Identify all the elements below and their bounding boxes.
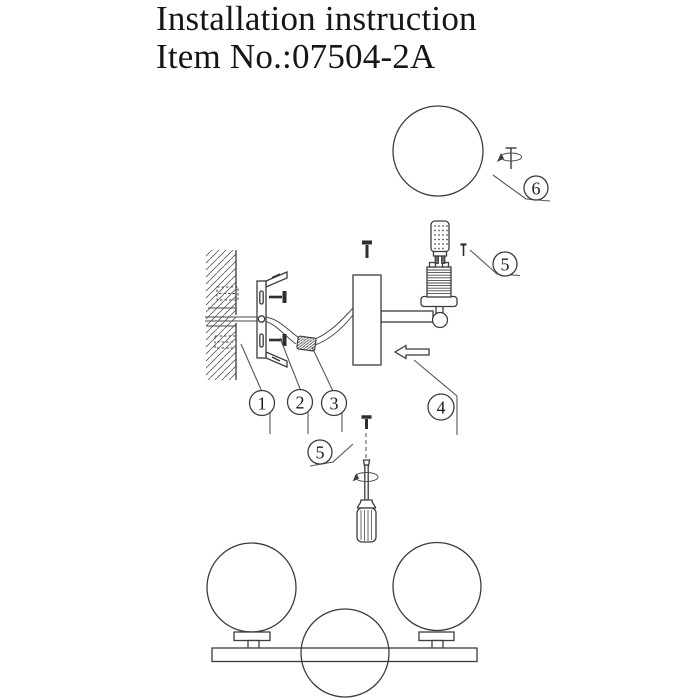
- page-title: Installation instruction: [156, 0, 477, 38]
- canopy-screw-bottom: [362, 417, 372, 429]
- svg-text:5: 5: [315, 442, 325, 463]
- screw-turn-icon: [497, 148, 522, 169]
- assembled-fixture: [207, 543, 481, 698]
- svg-text:3: 3: [329, 393, 339, 414]
- svg-text:5: 5: [500, 254, 510, 275]
- wall: [206, 250, 238, 380]
- callout-2-leader: [280, 338, 308, 434]
- callout-1: [250, 391, 275, 416]
- wall-hatching: [206, 250, 236, 380]
- globe-holder-right: [419, 632, 454, 649]
- svg-text:6: 6: [531, 178, 541, 199]
- callout-3-leader: [312, 347, 342, 432]
- callout-5-upper: [493, 252, 517, 276]
- globe-right: [393, 543, 481, 631]
- callout-5-lower: [308, 440, 332, 464]
- canopy-plate: [353, 275, 381, 365]
- svg-text:4: 4: [436, 397, 446, 418]
- screwdriver-icon: [353, 460, 379, 542]
- callout-3: [322, 391, 347, 416]
- mounting-screw-top: [269, 291, 285, 303]
- lamp-socket: [421, 263, 457, 307]
- bulb-pin: [435, 256, 439, 264]
- globe-left: [207, 543, 296, 632]
- globe-holder-left: [234, 632, 270, 649]
- callout-4: [428, 394, 454, 420]
- cable-hole: [258, 316, 264, 322]
- ball-joint: [433, 313, 448, 328]
- set-screw-upper: [461, 245, 467, 257]
- glass-globe-icon: [393, 106, 483, 196]
- globe-step: [393, 106, 550, 201]
- slide-arrow-icon: [395, 346, 429, 359]
- base-bar: [212, 648, 477, 662]
- canopy-screw-top: [362, 243, 372, 259]
- svg-text:2: 2: [295, 392, 305, 413]
- led-bulb: [431, 221, 449, 264]
- callout-6: [524, 176, 548, 200]
- callout-2: [288, 390, 313, 415]
- mounting-bracket: [257, 272, 287, 367]
- bulb-pin: [442, 256, 446, 264]
- svg-text:1: 1: [257, 393, 267, 414]
- item-number: Item No.:07504-2A: [156, 37, 436, 76]
